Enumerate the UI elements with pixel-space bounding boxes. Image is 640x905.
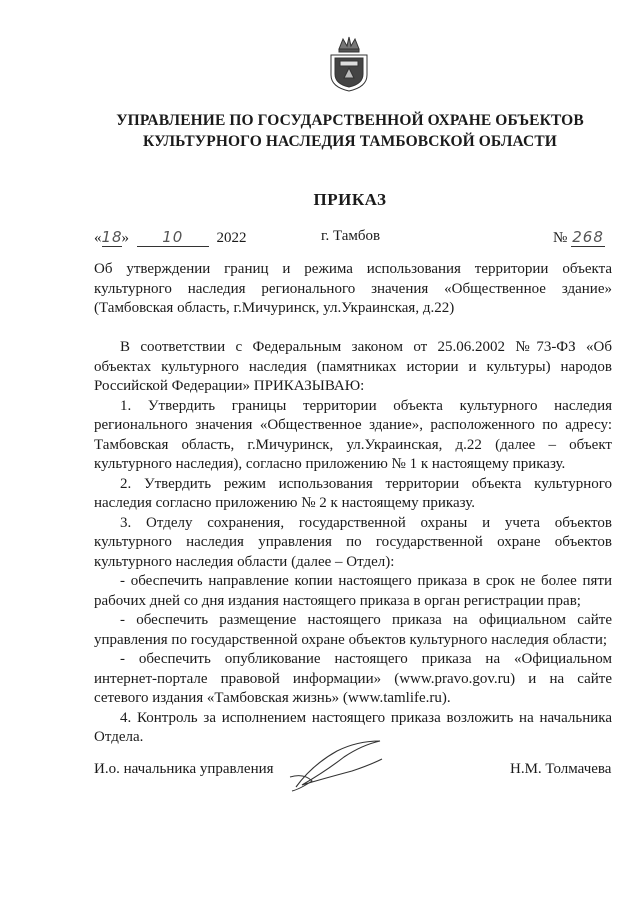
close-quote: » bbox=[121, 230, 129, 246]
paragraph-item-2: 2. Утвердить режим использования территории объекта культурного наследия согласно приложению № 2 к настоящему приказу. bbox=[94, 475, 612, 511]
document-body bbox=[94, 338, 612, 748]
paragraph-preamble: В соответствии с Федеральным законом от 25.06.2002 №73-ФЗ «Об объектах культурного наследия (памятниках истории и культуры) народов Российской Федерации» ПРИКАЗЫВАЮ: bbox=[94, 339, 612, 394]
signatory-position: И.о. начальника управления bbox=[94, 761, 274, 777]
number-label: № bbox=[553, 230, 568, 246]
paragraph-subitem-2: - обеспечить размещение настоящего приказа на официальном сайте управления по государственной охране объектов культурного наследия области; bbox=[94, 612, 612, 648]
document-date bbox=[94, 228, 247, 247]
paragraph-item-3: 3. Отделу сохранения, государственной охраны и учета объектов культурного наследия управления по государственной охране объектов культурного наследия области (далее – Отдел): bbox=[94, 514, 612, 570]
document-number bbox=[553, 228, 605, 247]
paragraph-item-1: 1. Утвердить границы территории объекта культурного наследия регионального значения «Общественное здание», расположенного по адресу: Тамбовская область, г.Мичуринск, ул.Украинская, д.22 (далее – объект культурного наследия), согласно приложению № 1 к настоящему приказу. bbox=[94, 397, 612, 472]
org-line-1: УПРАВЛЕНИЕ ПО ГОСУДАРСТВЕННОЙ ОХРАНЕ ОБЪЕКТОВ bbox=[116, 112, 584, 129]
date-year: 2022 bbox=[216, 230, 247, 246]
coat-of-arms-icon bbox=[325, 35, 373, 93]
document-subject: Об утверждении границ и режима использования территории объекта культурного наследия регионального значения «Общественное здание» (Тамбовская область, г.Мичуринск, ул.Украинская, д.22) bbox=[94, 261, 612, 316]
document-city: г. Тамбов bbox=[321, 228, 381, 244]
org-line-2: КУЛЬТУРНОГО НАСЛЕДИЯ ТАМБОВСКОЙ ОБЛАСТИ bbox=[143, 133, 557, 150]
paragraph-subitem-1: - обеспечить направление копии настоящего приказа в срок не более пяти рабочих дней со дня издания настоящего приказа в орган регистрации прав; bbox=[94, 573, 612, 609]
organization-header bbox=[60, 110, 640, 152]
number-value: 268 bbox=[572, 228, 604, 246]
date-month: 10 bbox=[137, 228, 209, 247]
handwritten-signature bbox=[282, 735, 387, 793]
paragraph-item-4: 4. Контроль за исполнением настоящего приказа возложить на начальника Отдела. bbox=[94, 709, 612, 745]
date-day: 18 bbox=[101, 228, 123, 246]
open-quote: « bbox=[94, 230, 102, 246]
signatory-name: Н.М. Толмачева bbox=[510, 761, 612, 777]
paragraph-subitem-3: - обеспечить опубликование настоящего приказа на «Официальном интернет-портале правовой информации» (www.pravo.gov.ru) и на сайте сетевого издания «Тамбовская жизнь» (www.tamlife.ru). bbox=[94, 651, 612, 706]
document-title: ПРИКАЗ bbox=[313, 190, 387, 209]
